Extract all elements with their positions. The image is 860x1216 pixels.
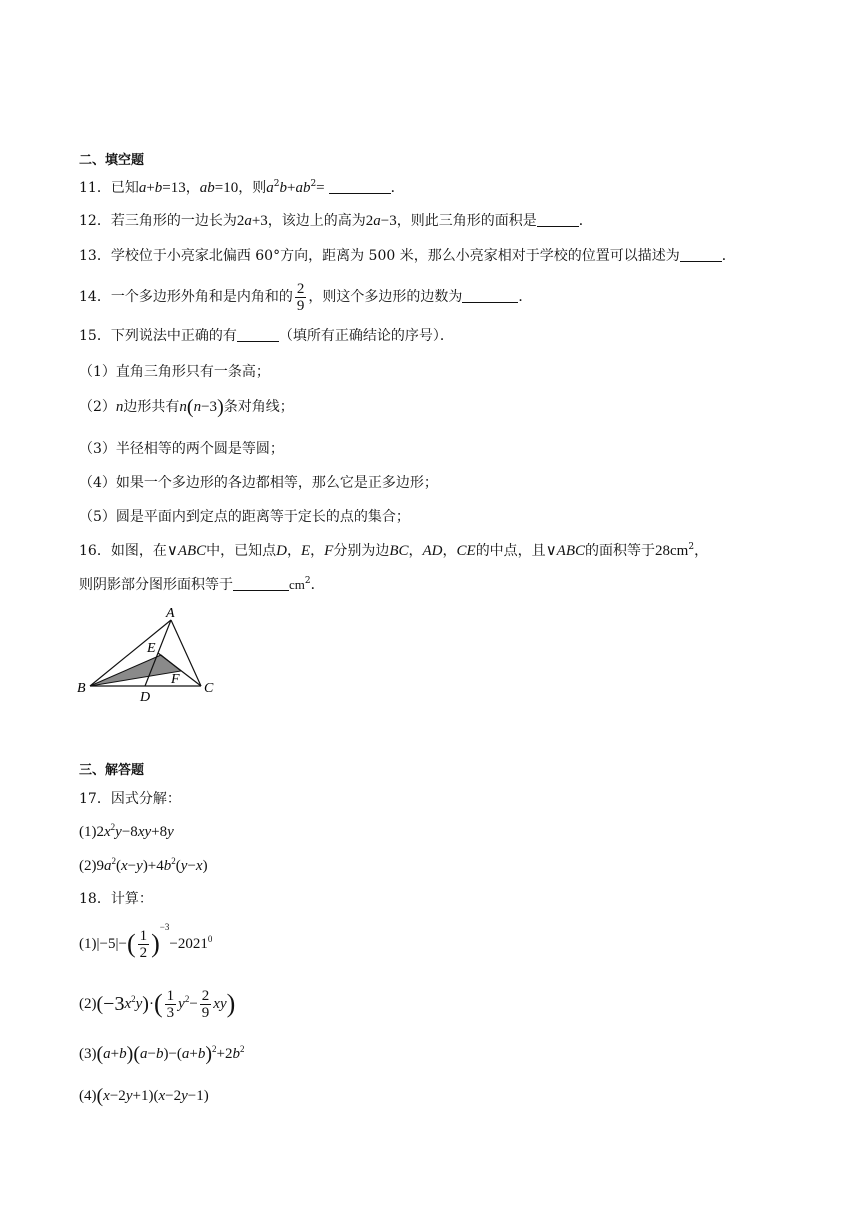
answer-blank[interactable]	[233, 576, 289, 591]
triangle-figure	[70, 600, 230, 710]
label-b: B	[77, 681, 86, 696]
section-title-fill-blank: 二、填空题	[79, 153, 145, 168]
label-f: F	[171, 672, 180, 687]
question-14: 14．一个多边形外角和是内角和的 $\frac{2}{9}$ ，则这个多边形的边数为 ．	[79, 280, 533, 314]
question-16-line2: 则阴影部分图形面积等于 $cm^2$．	[79, 576, 325, 593]
answer-blank[interactable]	[329, 179, 391, 194]
answer-blank[interactable]	[462, 288, 518, 303]
answer-blank[interactable]	[537, 212, 579, 227]
statement-2: （2）n边形共有n(n−3)条对角线；	[79, 396, 294, 418]
question-11: 11．已知a+b=13，ab=10，则$a^2b+ab^2=$ ．	[79, 179, 405, 196]
question-13: 13．学校位于小亮家北偏西 60°方向，距离为 500 米，那么小亮家相对于学校的位置可以描述为 ．	[79, 248, 736, 264]
q17-part-1: $(1)2x^2y-8xy+8y$	[79, 822, 174, 840]
q17-part-2: $(2)9a^2(x-y)+4b^2(y-x)$	[79, 856, 208, 874]
label-a: A	[166, 606, 175, 621]
q18-part-4: (4)(x−2y+1)(x−2y−1)	[79, 1085, 209, 1107]
label-d: D	[140, 690, 151, 705]
fraction-2-9: $\frac{2}{9}$	[296, 280, 305, 314]
q18-part-1: (1)|−5|−( $\frac{1}{2}$ )$^{-3}-2021^0$	[79, 922, 213, 962]
statement-3: （3）半径相等的两个圆是等圆；	[79, 441, 284, 457]
answer-blank[interactable]	[680, 247, 722, 262]
question-15: 15．下列说法中正确的有 （填所有正确结论的序号）．	[79, 328, 454, 344]
statement-1: （1）直角三角形只有一条高；	[79, 364, 270, 380]
label-e: E	[147, 641, 156, 656]
question-17: 17．因式分解：	[79, 791, 181, 807]
q18-part-3: $(3)(a+b)(a-b)-(a+b)^2+2b^2$	[79, 1043, 245, 1065]
statement-5: （5）圆是平面内到定点的距离等于定长的点的集合；	[79, 509, 410, 525]
q18-part-2: $(2)(-3x^2y)\cdot$( $\frac{1}{3}$ $y^2-$ $\frac{2}{9}$ xy)	[79, 988, 236, 1022]
question-12: 12．若三角形的一边长为2a+3，该边上的高为2a−3，则此三角形的面积是 ．	[79, 213, 593, 229]
section-title-solve: 三、解答题	[79, 763, 145, 778]
answer-blank[interactable]	[237, 327, 279, 342]
question-16: 16．如图，在∨ABC中，已知点D，E，F分别为边BC，AD，CE的中点，且∨ABC的面积等于$28cm^2$，	[79, 542, 709, 559]
statement-4: （4）如果一个多边形的各边都相等，那么它是正多边形；	[79, 475, 438, 491]
label-c: C	[204, 681, 214, 696]
question-18: 18．计算：	[79, 891, 153, 907]
